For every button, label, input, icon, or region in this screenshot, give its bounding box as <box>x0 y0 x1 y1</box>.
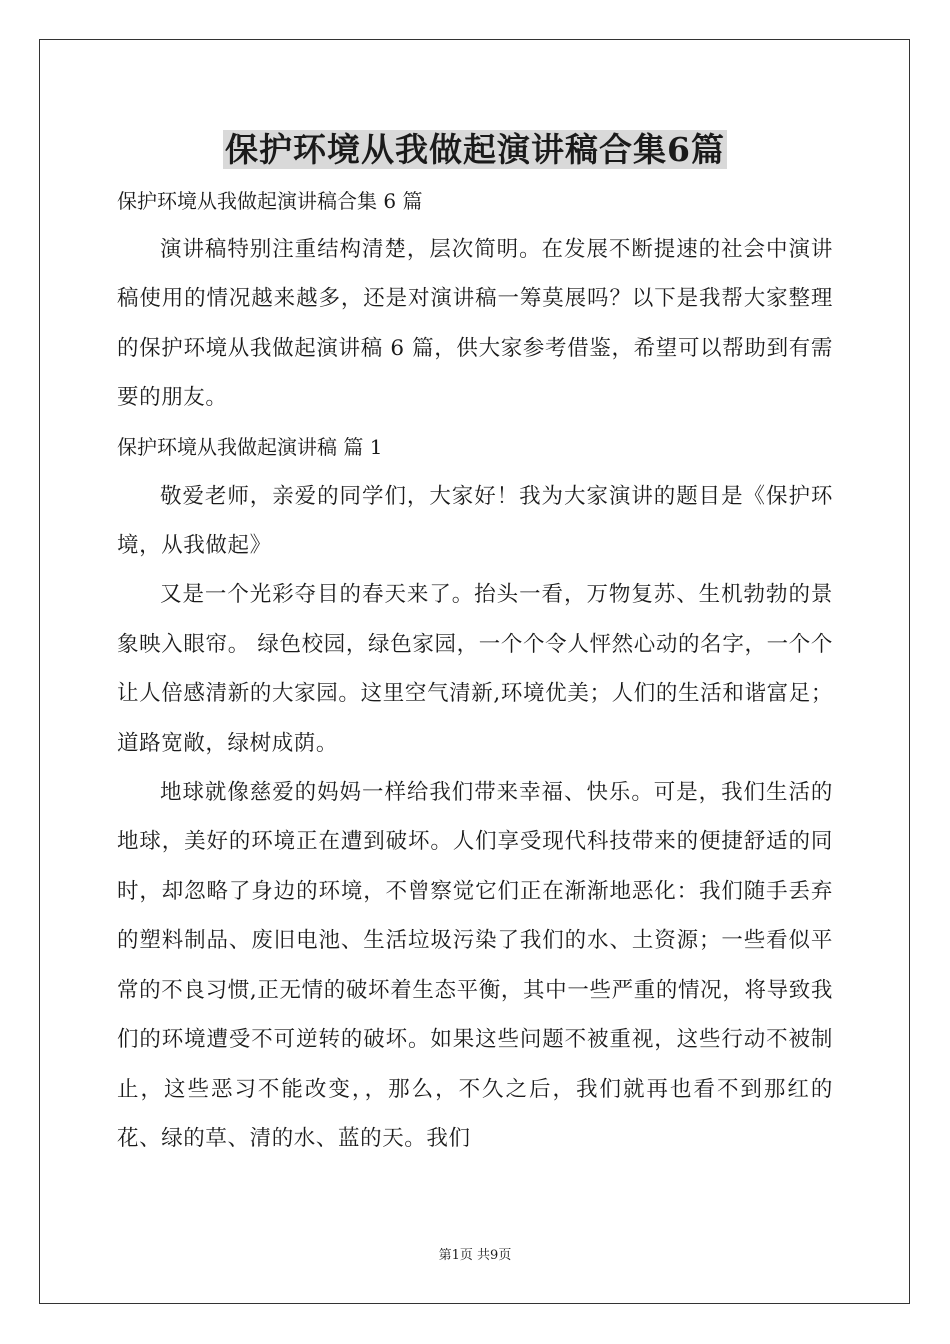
page-number: 第1页 共9页 <box>438 1248 512 1263</box>
document-body <box>117 177 833 1163</box>
body-paragraph-3: 地球就像慈爱的妈妈一样给我们带来幸福、快乐。可是，我们生活的地球，美好的环境正在遭到破坏。人们享受现代科技带来的便捷舒适的同时，却忽略了身边的环境，不曾察觉它们正在渐渐地恶化：我们随手丢弃的塑料制品、废旧电池、生活垃圾污染了我们的水、土资源；一些看似平常的不良习惯,正无情的破坏着生态平衡，其中一些严重的情况，将导致我们的环境遭受不可逆转的破坏。如果这些问题不被重视，这些行动不被制止，这些恶习不能改变，，那么，不久之后，我们就再也看不到那红的花、绿的草、清的水、蓝的天。我们 <box>117 780 833 1151</box>
document-title <box>0 128 950 172</box>
intro-paragraph: 演讲稿特别注重结构清楚，层次简明。在发展不断提速的社会中演讲稿使用的情况越来越多，还是对演讲稿一筹莫展吗？以下是我帮大家整理的保护环境从我做起演讲稿 6 篇，供大家参考借鉴，希望可以帮助到有需要的朋友。 <box>117 237 833 411</box>
section-heading-1: 保护环境从我做起演讲稿 篇 1 <box>117 434 383 459</box>
body-paragraph-1: 敬爱老师，亲爱的同学们，大家好！我为大家演讲的题目是《保护环境，从我做起》 <box>117 483 833 559</box>
document-title-text: 保护环境从我做起演讲稿合集6篇 <box>225 130 725 169</box>
document-subtitle: 保护环境从我做起演讲稿合集 6 篇 <box>117 189 423 213</box>
body-paragraph-2: 又是一个光彩夺目的春天来了。抬头一看，万物复苏、生机勃勃的景象映入眼帘。 绿色校园，绿色家园，一个个令人怦然心动的名字，一个个让人倍感清新的大家园。这里空气清新,环境优美；人们的生活和谐富足；道路宽敞，绿树成荫。 <box>117 582 833 756</box>
page-footer <box>0 1247 950 1265</box>
